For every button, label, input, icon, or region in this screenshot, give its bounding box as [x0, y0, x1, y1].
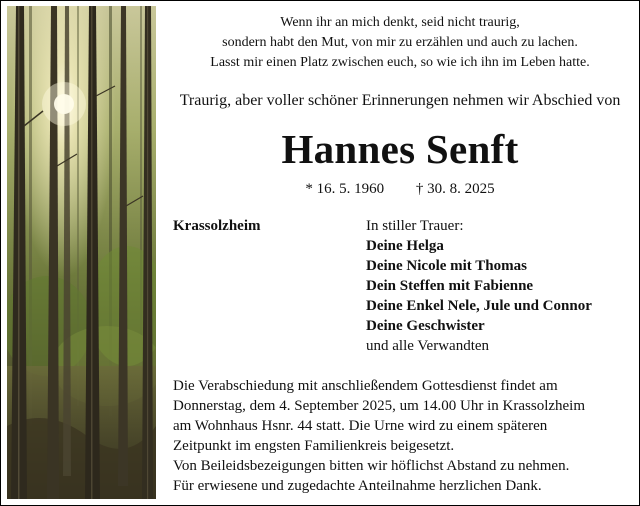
birth-date: * 16. 5. 1960 — [305, 181, 385, 197]
intro-text: Traurig, aber voller schöner Erinnerungen nehmen wir Abschied von — [179, 92, 621, 109]
closing-text — [173, 376, 635, 496]
poem-line: Lasst mir einen Platz zwischen euch, so wie ich ihn im Leben hatte. — [210, 55, 590, 70]
mourner-name: Deine Helga — [366, 238, 444, 254]
deceased-name: Hannes Senft — [281, 126, 519, 172]
closing-line: Zeitpunkt im engsten Familienkreis beigesetzt. — [173, 438, 455, 454]
poem — [169, 13, 631, 73]
closing-line: Donnerstag, dem 4. September 2025, um 14.00 Uhr in Krassolzheim — [173, 398, 586, 414]
death-date: † 30. 8. 2025 — [415, 181, 495, 197]
closing-line: am Wohnhaus Hsnr. 44 statt. Die Urne wird zu einem späteren — [173, 418, 548, 434]
forest-photo — [7, 6, 156, 499]
mourner-name: Deine Geschwister — [366, 318, 485, 334]
mourner-name: Deine Nicole mit Thomas — [366, 258, 527, 274]
mourners-list — [366, 216, 592, 356]
closing-line: Die Verabschiedung mit anschließendem Gottesdienst findet am — [173, 378, 558, 394]
closing-line: Von Beileidsbezeigungen bitten wir höflichst Abstand zu nehmen. — [173, 458, 570, 474]
life-dates — [169, 180, 631, 198]
mourners-heading: In stiller Trauer: — [366, 218, 464, 234]
mourner-name: Dein Steffen mit Fabienne — [366, 278, 534, 294]
mourners-others: und alle Verwandten — [366, 338, 490, 354]
place-name: Krassolzheim — [173, 218, 261, 234]
poem-line: Wenn ihr an mich denkt, seid nicht traurig, — [280, 15, 520, 30]
mourner-name: Deine Enkel Nele, Jule und Connor — [366, 298, 592, 314]
poem-line: sondern habt den Mut, von mir zu erzählen und auch zu lachen. — [222, 35, 578, 50]
closing-line: Für erwiesene und zugedachte Anteilnahme herzlichen Dank. — [173, 478, 542, 494]
